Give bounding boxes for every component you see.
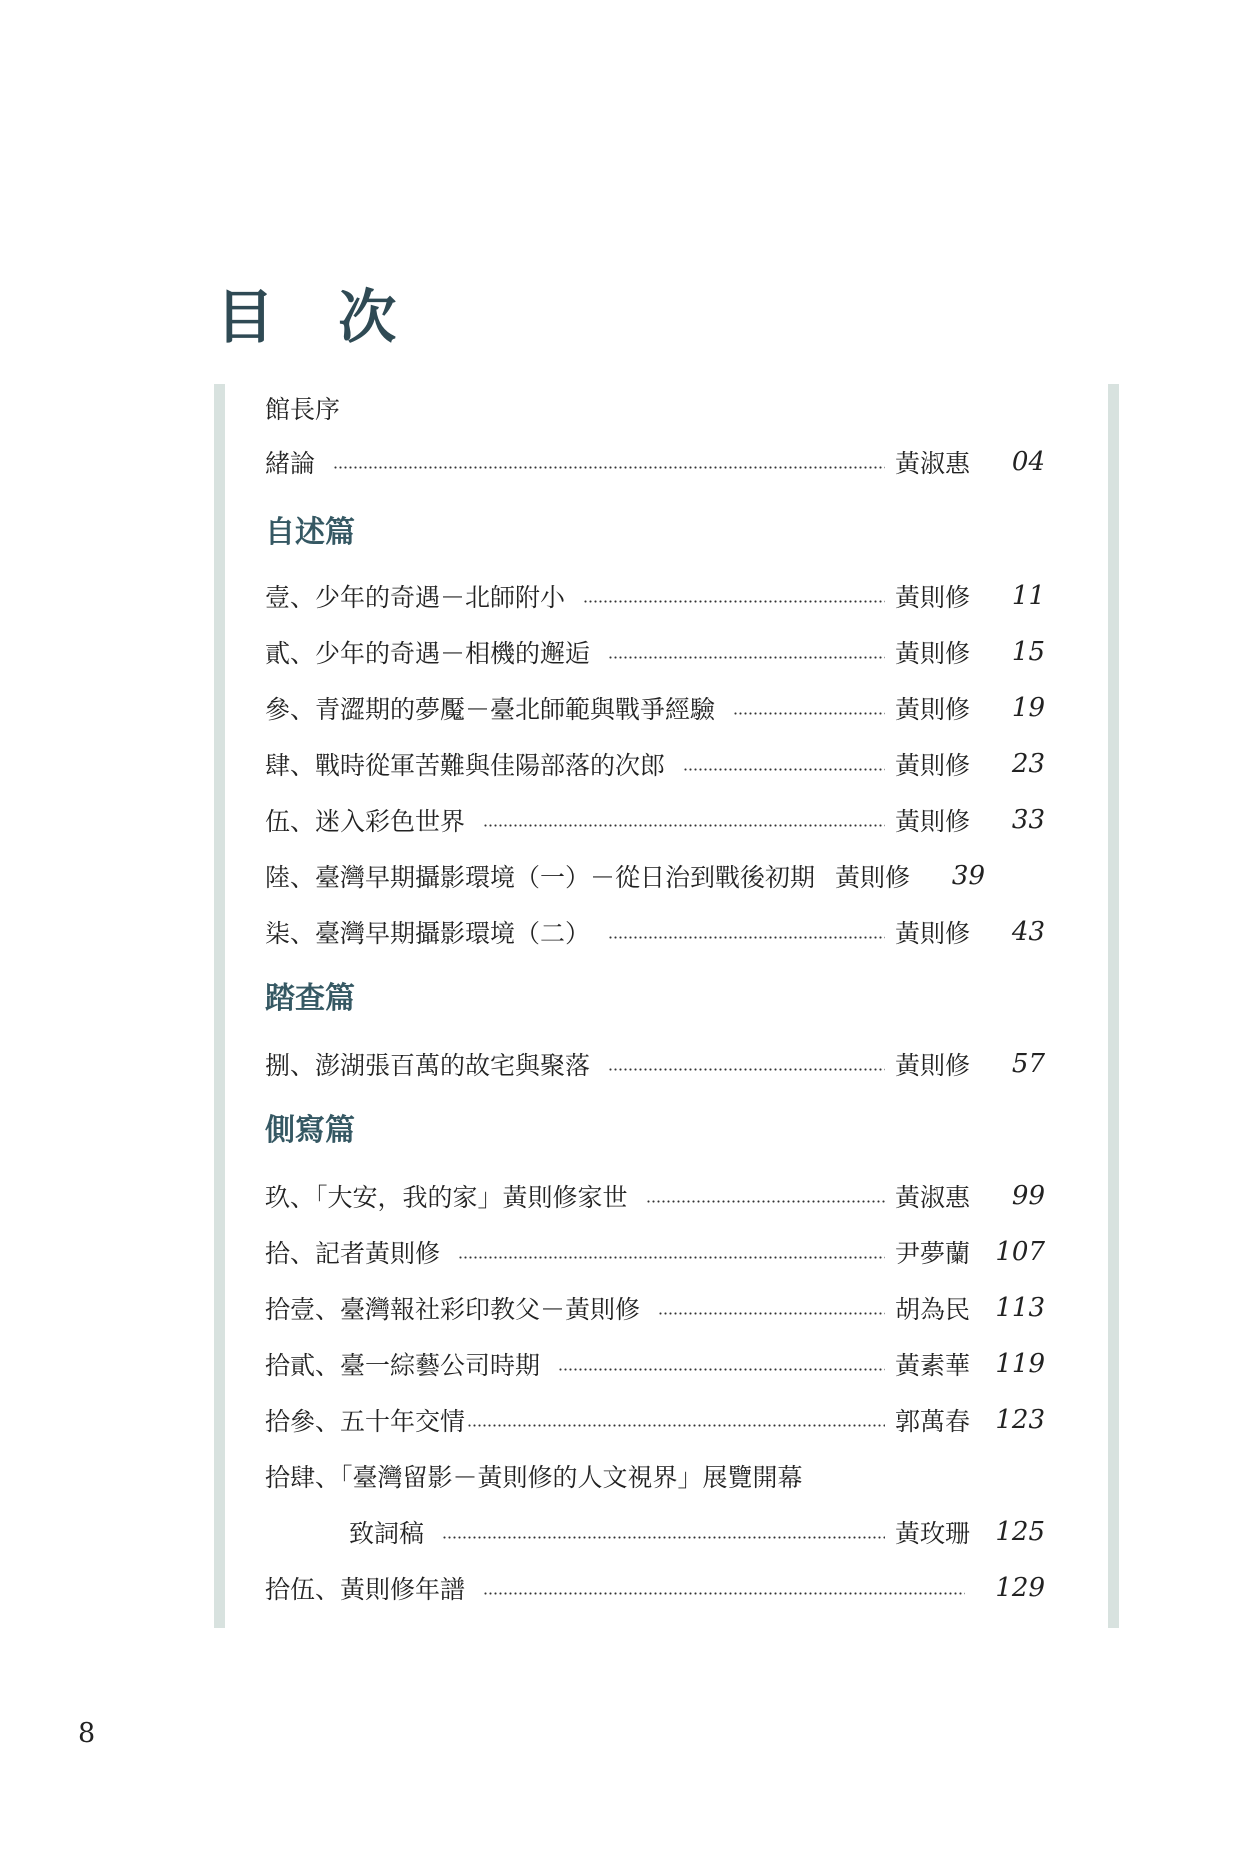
toc-entry-title: 肆、戰時從軍苦難與佳陽部落的次郎 (265, 751, 666, 780)
toc-entry[interactable] (265, 576, 1045, 616)
toc-entry-title: 拾、記者黃則修 (265, 1239, 441, 1268)
toc-entry-page: 15 (1011, 637, 1045, 667)
toc-entry-author: 黃則修 (895, 751, 971, 780)
toc-entry[interactable] (265, 1288, 1045, 1328)
toc-entry-author: 黃素華 (895, 1351, 971, 1380)
dot-leader (483, 1592, 965, 1595)
toc-entry-page: 99 (1011, 1181, 1045, 1211)
toc-entry-author: 黃則修 (835, 863, 911, 892)
toc-entry-title: 拾伍、黃則修年譜 (265, 1575, 466, 1604)
dot-leader (458, 1256, 885, 1259)
toc-entry[interactable] (265, 744, 1045, 784)
toc-entry-page: 113 (995, 1293, 1045, 1323)
toc-entry-author: 黃玫珊 (895, 1519, 971, 1548)
toc-entry-title: 玖、「大安，我的家」黃則修家世 (265, 1183, 628, 1212)
toc-entry-page: 33 (1011, 805, 1045, 835)
toc-entry-page: 129 (995, 1573, 1045, 1603)
toc-entry-continuation[interactable] (349, 1512, 1045, 1552)
toc-entry-author: 郭萬春 (895, 1407, 971, 1436)
toc-entry-title: 陸、臺灣早期攝影環境（一）－從日治到戰後初期 (265, 863, 816, 892)
toc-entry[interactable] (265, 1456, 1045, 1496)
toc-entry-page: 11 (1011, 581, 1045, 611)
toc-entry-page: 39 (951, 861, 986, 891)
toc-entry[interactable] (265, 688, 1045, 728)
toc-entry[interactable] (265, 1044, 1045, 1084)
toc-entry-author: 黃則修 (895, 1051, 971, 1080)
toc-entry-title: 伍、迷入彩色世界 (265, 807, 466, 836)
section-heading-profiles: 側寫篇 (265, 1113, 355, 1148)
toc-entry-page: 107 (995, 1237, 1045, 1267)
toc-entry-title: 緒論 (265, 449, 316, 478)
toc-entry-title: 拾貳、臺一綜藝公司時期 (265, 1351, 541, 1380)
toc-entry-author: 黃則修 (895, 583, 971, 612)
page-title: 目 次 (216, 283, 419, 351)
toc-entry-page: 23 (1011, 749, 1045, 779)
toc-entry-page: 125 (995, 1517, 1045, 1547)
toc-entry-preface[interactable] (265, 388, 1065, 428)
section-heading-field-survey: 踏查篇 (265, 981, 355, 1016)
toc-entry-intro[interactable] (265, 442, 1045, 482)
dot-leader (333, 466, 885, 469)
toc-entry-author: 黃則修 (895, 639, 971, 668)
toc-entry-page: 04 (1011, 447, 1045, 477)
toc-entry-title: 拾肆、「臺灣留影－黃則修的人文視界」展覽開幕 (265, 1463, 803, 1492)
toc-entry[interactable] (265, 1232, 1045, 1272)
dot-leader (608, 656, 885, 659)
toc-entry[interactable] (265, 912, 1045, 952)
dot-leader (646, 1200, 885, 1203)
toc-entry-title: 拾參、五十年交情 (265, 1407, 466, 1436)
toc-entry-title: 拾壹、臺灣報社彩印教父－黃則修 (265, 1295, 641, 1324)
toc-entry-page: 43 (1011, 917, 1045, 947)
toc-entry-page: 57 (1011, 1049, 1045, 1079)
toc-entry-title: 致詞稿 (349, 1519, 425, 1548)
toc-entry-author: 胡為民 (895, 1295, 971, 1324)
dot-leader (608, 936, 885, 939)
section-heading-autobiography: 自述篇 (265, 515, 355, 550)
toc-entry[interactable] (265, 1568, 1045, 1608)
toc-entry-author: 黃則修 (895, 695, 971, 724)
toc-entry-page: 19 (1011, 693, 1045, 723)
dot-leader (733, 712, 885, 715)
dot-leader (442, 1536, 885, 1539)
toc-entry-author: 尹夢蘭 (895, 1239, 971, 1268)
toc-entry-title: 壹、少年的奇遇－北師附小 (265, 583, 566, 612)
dot-leader (658, 1312, 885, 1315)
toc-entry-title: 捌、澎湖張百萬的故宅與聚落 (265, 1051, 591, 1080)
dot-leader (583, 600, 885, 603)
toc-entry-title: 館長序 (265, 395, 341, 424)
toc-entry-title: 貳、少年的奇遇－相機的邂逅 (265, 639, 591, 668)
toc-entry[interactable] (265, 1176, 1045, 1216)
page-number: 8 (78, 1718, 96, 1749)
toc-entry[interactable] (265, 800, 1045, 840)
toc-entry-title: 柒、臺灣早期攝影環境（二） (265, 919, 591, 948)
toc-entry[interactable] (265, 1344, 1045, 1384)
toc-entry-page: 123 (995, 1405, 1045, 1435)
toc-entry-author: 黃淑惠 (895, 1183, 971, 1212)
toc-entry-title: 參、青澀期的夢魘－臺北師範與戰爭經驗 (265, 695, 716, 724)
toc-entry[interactable] (265, 1400, 1045, 1440)
dot-leader (467, 1424, 885, 1427)
dot-leader (683, 768, 885, 771)
dot-leader (483, 824, 885, 827)
toc-entry-author: 黃則修 (895, 919, 971, 948)
toc-entry[interactable] (265, 856, 1045, 896)
toc-entry-page: 119 (995, 1349, 1045, 1379)
dot-leader (608, 1068, 885, 1071)
dot-leader (558, 1368, 885, 1371)
toc-entry[interactable] (265, 632, 1045, 672)
toc-entry-author: 黃淑惠 (895, 449, 971, 478)
toc-entry-author: 黃則修 (895, 807, 971, 836)
